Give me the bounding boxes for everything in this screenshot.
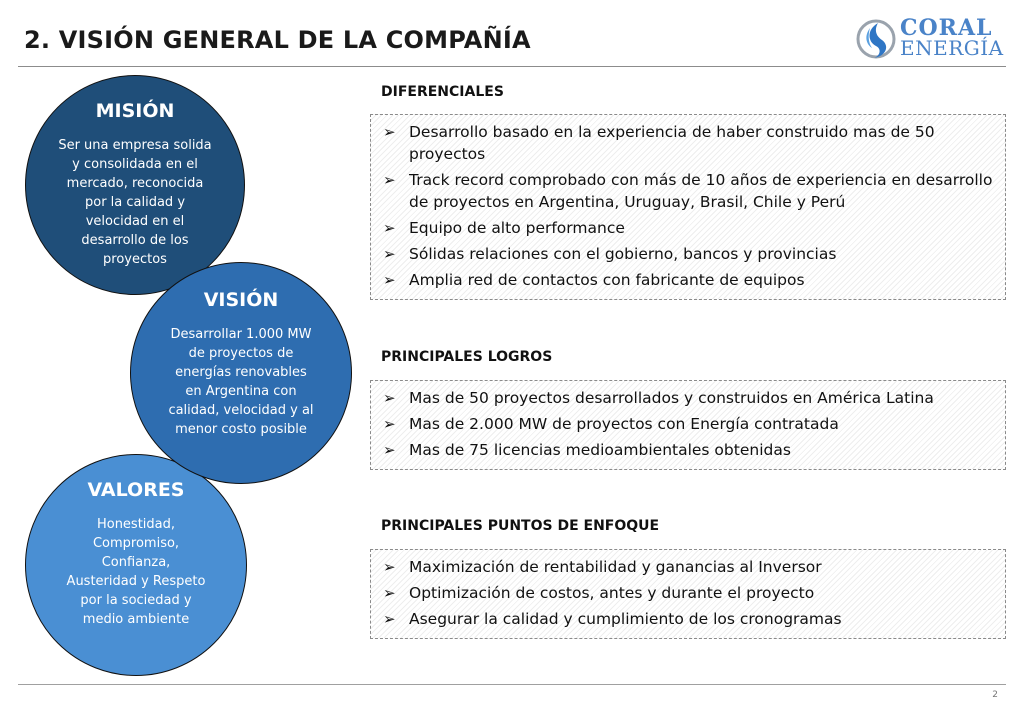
list-item-text: Optimización de costos, antes y durante el proyecto <box>409 584 815 602</box>
valores-text: Honestidad, Compromiso, Confianza, Austeridad y Respeto por la sociedad y medio ambiente <box>66 517 206 627</box>
vision-circle <box>130 262 352 484</box>
arrow-bullet-icon: ➢ <box>383 271 396 289</box>
company-logo <box>856 16 1006 62</box>
list-item-text: Desarrollo basado en la experiencia de haber construido mas de 50 proyectos <box>409 123 935 163</box>
valores-circle <box>25 454 247 676</box>
logo-text-line1: CORAL <box>900 15 993 41</box>
enfoque-box <box>370 549 1006 639</box>
mision-circle <box>25 75 245 295</box>
logros-box <box>370 380 1006 470</box>
arrow-bullet-icon: ➢ <box>383 245 396 263</box>
arrow-bullet-icon: ➢ <box>383 219 396 237</box>
section-title-logros: PRINCIPALES LOGROS <box>381 349 553 365</box>
list-item <box>381 169 995 213</box>
list-item <box>381 413 995 435</box>
section-title-enfoque: PRINCIPALES PUNTOS DE ENFOQUE <box>381 518 660 534</box>
page-number: 2 <box>992 690 998 700</box>
list-item <box>381 556 995 578</box>
list-item-text: Mas de 50 proyectos desarrollados y construidos en América Latina <box>409 389 934 407</box>
list-item <box>381 608 995 630</box>
arrow-bullet-icon: ➢ <box>383 123 396 141</box>
list-item-text: Asegurar la calidad y cumplimiento de los cronogramas <box>409 610 842 628</box>
list-item <box>381 217 995 239</box>
footer-divider <box>18 684 1006 685</box>
list-item-text: Mas de 75 licencias medioambientales obtenidas <box>409 441 791 459</box>
page-title: 2. VISIÓN GENERAL DE LA COMPAÑÍA <box>24 26 531 54</box>
arrow-bullet-icon: ➢ <box>383 171 396 189</box>
list-item <box>381 439 995 461</box>
arrow-bullet-icon: ➢ <box>383 584 396 602</box>
list-item-text: Mas de 2.000 MW de proyectos con Energía contratada <box>409 415 839 433</box>
list-item <box>381 121 995 165</box>
diferenciales-box <box>370 114 1006 300</box>
mision-text: Ser una empresa solida y consolidada en el mercado, reconocida por la calidad y velocidad en el desarrollo de los proyectos <box>58 138 212 267</box>
vision-heading: VISIÓN <box>203 289 279 311</box>
title-divider <box>18 66 1006 67</box>
list-item-text: Equipo de alto performance <box>409 219 625 237</box>
arrow-bullet-icon: ➢ <box>383 415 396 433</box>
arrow-bullet-icon: ➢ <box>383 389 396 407</box>
mision-heading: MISIÓN <box>95 100 175 122</box>
valores-heading: VALORES <box>87 479 185 501</box>
logo-text-line2: ENERGÍA <box>900 36 1004 60</box>
list-item-text: Track record comprobado con más de 10 años de experiencia en desarrollo de proyectos en Argentina, Uruguay, Brasil, Chile y Perú <box>409 171 993 211</box>
list-item <box>381 387 995 409</box>
coral-energia-logo-icon <box>856 18 896 60</box>
arrow-bullet-icon: ➢ <box>383 558 396 576</box>
list-item <box>381 269 995 291</box>
list-item <box>381 582 995 604</box>
vision-text: Desarrollar 1.000 MW de proyectos de energías renovables en Argentina con calidad, velocidad y al menor costo posible <box>168 327 314 437</box>
arrow-bullet-icon: ➢ <box>383 610 396 628</box>
list-item-text: Maximización de rentabilidad y ganancias al Inversor <box>409 558 822 576</box>
list-item-text: Amplia red de contactos con fabricante de equipos <box>409 271 805 289</box>
list-item-text: Sólidas relaciones con el gobierno, bancos y provincias <box>409 245 837 263</box>
arrow-bullet-icon: ➢ <box>383 441 396 459</box>
list-item <box>381 243 995 265</box>
section-title-diferenciales: DIFERENCIALES <box>381 84 504 100</box>
